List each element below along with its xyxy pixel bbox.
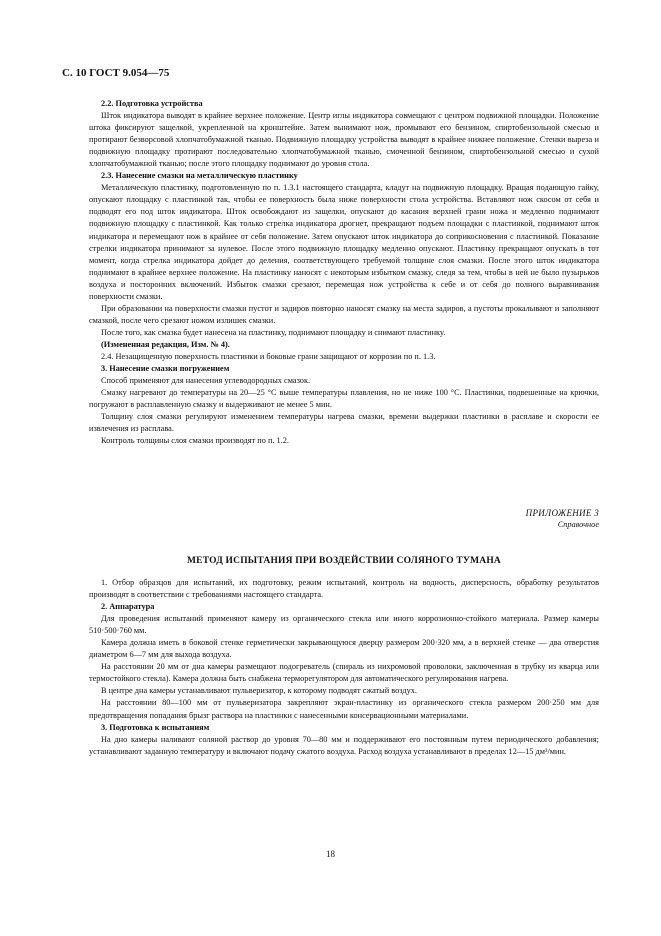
paragraph: На дно камеры наливают соляной раствор до уровня 70—80 мм и поддерживают его постоянным путем периодического добавления; устанавливают заданную температуру и включают подачу сжатого воздуха. Расход воздуха устанавливают в пределах 12—15 дм³/мин. [89,734,599,756]
paragraph: В центре дна камеры устанавливают пульверизатор, к которому подводят сжатый воздух. [101,686,418,696]
paragraph: На расстоянии 80—100 мм от пульверизатора закрепляют экран-пластинку из органического стекла размером 200·250 мм для предотвращения попадания брызг раствора на пластинки с нанесенными консервационными материалами. [89,698,599,720]
paragraph: Для проведения испытаний применяют камеру из органического стекла или иного коррозионно-стойкого материала. Размер камеры 510·500·760 мм. [89,614,599,636]
section-heading: 2.2. Подготовка устройства [101,99,203,108]
section-part2 [89,577,599,758]
paragraph: После того, как смазка будет нанесена на пластинку, поднимают площадку и снимают пластинку. [101,327,446,337]
paragraph: Металлическую пластинку, подготовленную по п. 1.3.1 настоящего стандарта, кладут на подвижную площадку. Вращая подающую гайку, опускают площадку с пластинкой так, чтобы ее поверхность была ниже поверхности стола устройства. Вставляют нож скосом от себя и подводят его под шток индикатора. Шток освобождают из защелки, опускают до касания верхней грани ножа и медленно поднимают подвижную площадку с пластинкой. Как только стрелка индикатора дрогнет, прекращают подъем площадки с пластинкой, поднимают шток индикатора и перемещают нож в крайнее от себя положение. Затем опускают шток индикатора до соприкосновения с пластинкой. Показание стрелки индикатора принимают за нулевое. После этого подвижную площадку медленно опускают. Пластинку прекращают опускать в тот момент, когда стрелка индикатора дойдет до деления, соответствующего требуемой толщине слоя смазки. После этого шток индикатора поднимают в крайнее верхнее положение. На пластинку наносят с некоторым избытком смазку, следя за тем, чтобы в ней не было пузырьков воздуха и посторонних включений. Избыток смазки срезают, перемещая нож устройства к себе и от себя до полного выравнивания поверхности смазки. [89,183,599,301]
paragraph: Шток индикатора выводят в крайнее верхнее положение. Центр иглы индикатора совмещают с центром подвижной площадки. Положение штока фиксируют защелкой, укрепленной на кронштейне. Затем вынимают нож, промывают его бензином, спиртобензольной смесью и протирают безворсовой хлопчатобумажной тканью. Подвижную площадку устройства выводят в крайнее нижнее положение. Стенки выреза и подвижную площадку протирают последовательно хлопчатобумажной тканью, смоченной бензином, спиртобензольной смесью и сухой хлопчатобумажной тканью; после этого площадку поднимают до уровня стола. [89,111,599,169]
section-heading: 2.3. Нанесение смазки на металлическую пластинку [101,171,298,181]
paragraph: 1. Отбор образцов для испытаний, их подготовку, режим испытаний, контроль на водность, дисперсность, обработку результатов производят в соответствии с требованиями настоящего стандарта. [89,578,599,600]
section-title: МЕТОД ИСПЫТАНИЯ ПРИ ВОЗДЕЙСТВИИ СОЛЯНОГО ТУМАНА [187,556,501,566]
paragraph: Контроль толщины слоя смазки производят по п. 1.2. [101,436,289,446]
appendix-title: ПРИЛОЖЕНИЕ 3 [525,508,599,518]
paragraph: Смазку нагревают до температуры на 20—25 °С выше температуры плавления, но не ниже 100 °С. Пластинки, подвешенные на крючки, погружают в расплавленную смазку и выдерживают не менее 5 мин. [89,388,599,410]
page-number: 18 [326,849,335,859]
section-heading: 3. Подготовка к испытаниям [101,722,210,732]
appendix-subtitle: Справочное [557,520,599,530]
paragraph: При образовании на поверхности смазки пустот и задиров повторно наносят смазку на места задиров, а пустоты прокалывают и заполняют смазкой, после чего срезают ножом излишек смазки. [89,303,599,325]
appendix-label [526,507,599,531]
section-heading: 2. Аппаратура [101,602,155,612]
section-part1 [89,98,599,447]
paragraph: Способ применяют для нанесения углеводородных смазок. [101,376,311,386]
page-header: С. 10 ГОСТ 9.054—75 [62,67,170,79]
section-heading: (Измененная редакция, Изм. № 4). [101,339,230,349]
paragraph: Толщину слоя смазки регулируют изменением температуры нагрева смазки, времени выдержки пластинки в расплаве и скорости ее извлечения из расплава. [89,412,599,434]
paragraph: На расстоянии 20 мм от дна камеры размещают подогреватель (спираль из нихромовой проволоки, заключенная в трубку из кварца или термостойкого стекла). Камера должна быть снабжена терморегулятором для автоматического регулирования нагрева. [89,662,599,684]
paragraph: Камера должна иметь в боковой стенке герметически закрывающуюся дверцу размером 200·320 мм, а в верхней стенке — два отверстия диаметром 6—7 мм для выхода воздуха. [89,638,599,660]
section-heading: 3. Нанесение смазки погружением [101,364,230,374]
paragraph: 2.4. Незащищенную поверхность пластинки и боковые грани защищают от коррозии по п. 1.3. [101,351,436,361]
